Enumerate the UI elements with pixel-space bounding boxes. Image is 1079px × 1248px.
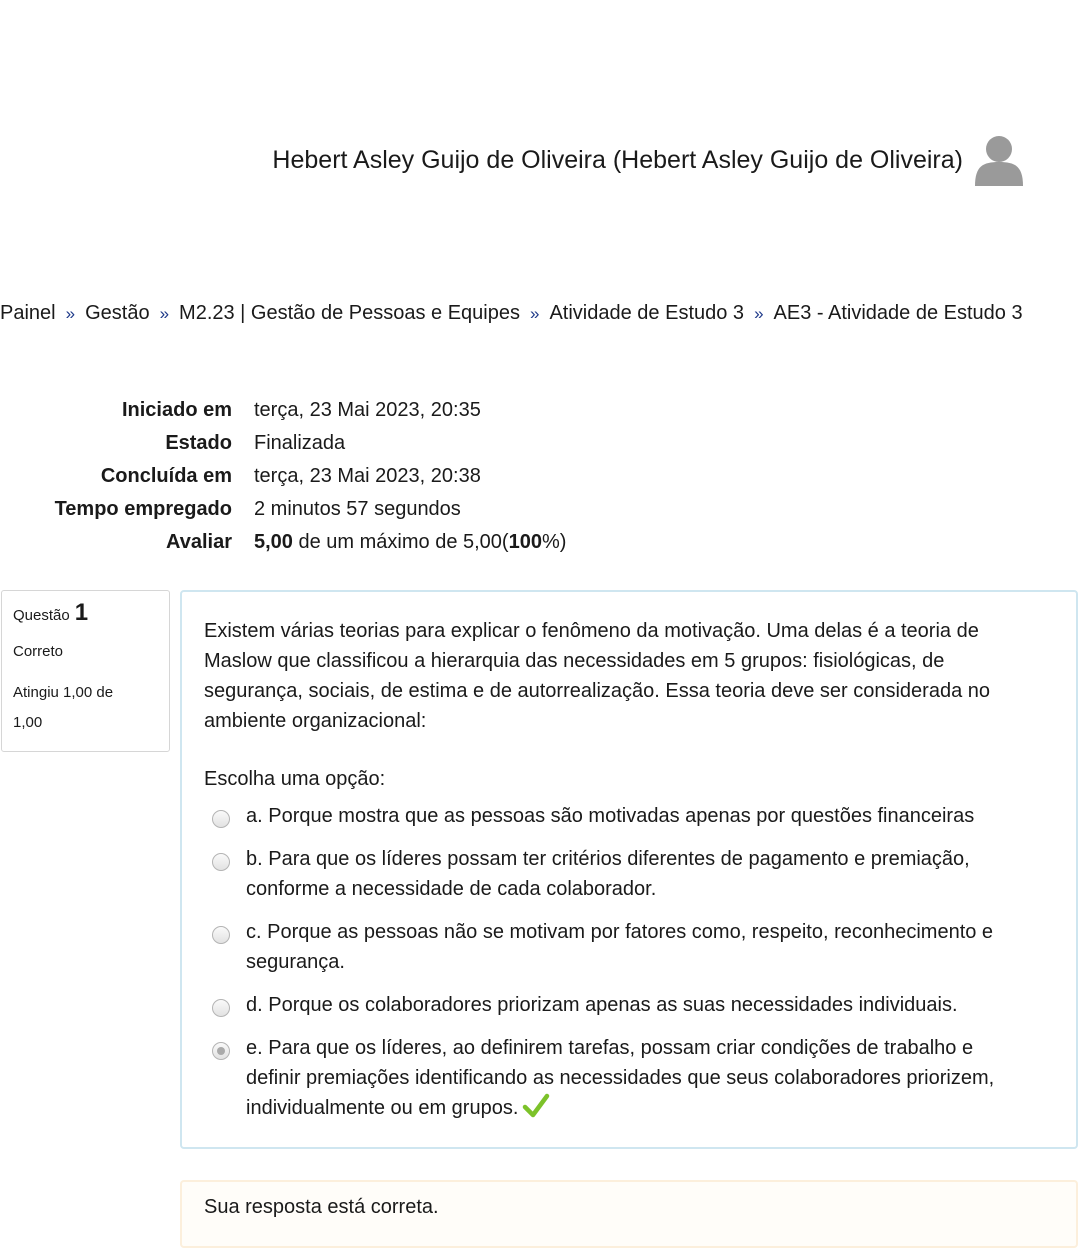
completed-label: Concluída em	[100, 465, 232, 487]
grade-label: Avaliar	[166, 531, 232, 553]
radio-option-d[interactable]	[212, 999, 230, 1017]
question-text: Existem várias teorias para explicar o fenômeno da motivação. Uma delas é a teoria de Maslow que classificou a hierarquia das necessidades em 5 grupos: fisiológicas, de segurança, sociais, de estima e de autorrealização. Essa teoria deve ser considerada no ambiente organizacional:	[204, 620, 991, 732]
breadcrumb-item-section[interactable]: Atividade de Estudo 3	[549, 302, 745, 324]
option-label-e[interactable]: e. Para que os líderes, ao definirem tarefas, possam criar condições de trabalho e definir premiações identificando as necessidades que seus colaboradores priorizem, individualmente ou em grupos.	[246, 1037, 995, 1119]
user-name[interactable]: Hebert Asley Guijo de Oliveira (Hebert Asley Guijo de Oliveira)	[272, 145, 963, 174]
answer-option-c[interactable]	[204, 917, 1054, 977]
option-label-b[interactable]: b. Para que os líderes possam ter critérios diferentes de pagamento e premiação, conforme a necessidade de cada colaborador.	[246, 848, 970, 900]
summary-row-grade	[0, 526, 566, 559]
answer-options	[204, 801, 1054, 1123]
answer-prompt: Escolha uma opção:	[204, 768, 386, 790]
radio-option-e[interactable]	[212, 1042, 230, 1060]
attempt-summary	[0, 394, 566, 559]
summary-row-state	[0, 427, 566, 460]
breadcrumb-separator: »	[65, 303, 76, 323]
completed-value: terça, 23 Mai 2023, 20:38	[254, 465, 481, 487]
breadcrumb-item-gestao[interactable]: Gestão	[85, 302, 150, 324]
question-number	[13, 599, 158, 627]
option-label-d[interactable]: d. Porque os colaboradores priorizam apenas as suas necessidades individuais.	[246, 994, 958, 1016]
breadcrumb-item-painel[interactable]: Painel	[0, 302, 56, 324]
question-label: Questão	[13, 607, 70, 624]
summary-row-started	[0, 394, 566, 427]
radio-option-c[interactable]	[212, 926, 230, 944]
summary-row-time	[0, 493, 566, 526]
user-menu[interactable]	[272, 132, 1027, 188]
grade-percent-sign: %)	[541, 531, 567, 553]
time-label: Tempo empregado	[54, 498, 232, 520]
question-content	[180, 590, 1078, 1149]
answer-option-a[interactable]	[204, 801, 1054, 831]
breadcrumb-separator: »	[159, 303, 170, 323]
feedback-text: Sua resposta está correta.	[204, 1196, 439, 1218]
grade-percent: 100	[508, 531, 542, 553]
option-label-a[interactable]: a. Porque mostra que as pessoas são motivadas apenas por questões financeiras	[246, 805, 975, 827]
grade-max-text: de um máximo de 5,00(	[292, 531, 509, 553]
answer-option-d[interactable]	[204, 990, 1054, 1020]
radio-option-b[interactable]	[212, 853, 230, 871]
answer-feedback	[180, 1180, 1078, 1248]
breadcrumb-separator: »	[754, 303, 764, 323]
breadcrumb	[0, 302, 1079, 325]
state-value: Finalizada	[254, 432, 346, 454]
option-label-c[interactable]: c. Porque as pessoas não se motivam por fatores como, respeito, reconhecimento e segurança.	[246, 921, 994, 973]
radio-option-a[interactable]	[212, 810, 230, 828]
breadcrumb-separator: »	[530, 303, 540, 323]
started-value: terça, 23 Mai 2023, 20:35	[254, 399, 481, 421]
question-number-value: 1	[74, 599, 89, 626]
user-avatar-icon[interactable]	[971, 132, 1027, 188]
question-state: Correto	[13, 643, 64, 660]
question-info	[1, 590, 170, 752]
question-mark: Atingiu 1,00 de 1,00	[13, 684, 114, 731]
grade-score: 5,00	[254, 531, 293, 553]
grade-value	[254, 526, 566, 559]
time-value: 2 minutos 57 segundos	[254, 498, 461, 520]
state-label: Estado	[165, 432, 232, 454]
summary-row-completed	[0, 460, 566, 493]
breadcrumb-item-course[interactable]: M2.23 | Gestão de Pessoas e Equipes	[179, 302, 520, 324]
answer-option-e[interactable]	[204, 1033, 1054, 1123]
breadcrumb-item-quiz[interactable]: AE3 - Atividade de Estudo 3	[773, 302, 1023, 324]
answer-option-b[interactable]	[204, 844, 1054, 904]
started-label: Iniciado em	[121, 399, 232, 421]
check-icon	[522, 1093, 550, 1119]
